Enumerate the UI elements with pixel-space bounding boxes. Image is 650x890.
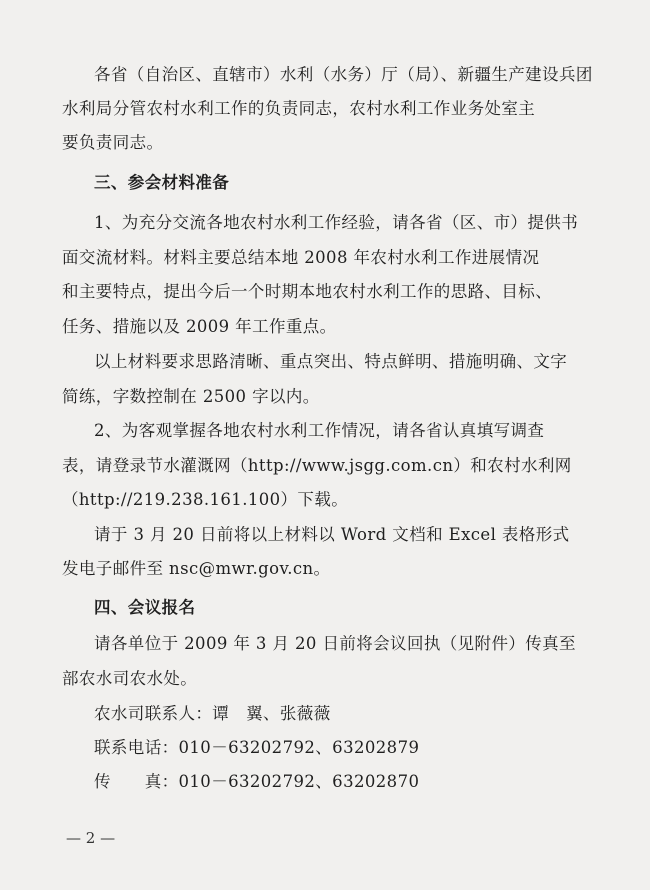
contact-fax-line: 传 真：010－63202792、63202870 (94, 772, 420, 791)
paragraph-line: 2、为客观掌握各地农村水利工作情况，请各省认真填写调查 (94, 421, 545, 440)
paragraph-line: 1、为充分交流各地农村水利工作经验，请各省（区、市）提供书 (94, 213, 579, 232)
section-heading: 三、参会材料准备 (94, 173, 230, 192)
paragraph-line: 以上材料要求思路清晰、重点突出、特点鲜明、措施明确、文字 (94, 352, 568, 371)
paragraph-line: 请于 3 月 20 日前将以上材料以 Word 文档和 Excel 表格形式 (94, 525, 570, 544)
paragraph-line: 部农水司农水处。 (62, 669, 198, 688)
paragraph-line: 表，请登录节水灌溉网（http://www.jsgg.com.cn）和农村水利网 (62, 456, 572, 475)
paragraph-line: 水利局分管农村水利工作的负责同志，农村水利工作业务处室主 (62, 99, 536, 118)
paragraph-line: 要负责同志。 (62, 133, 164, 152)
paragraph-line: 发电子邮件至 nsc@mwr.gov.cn。 (62, 559, 331, 578)
paragraph-line: 简练，字数控制在 2500 字以内。 (62, 387, 320, 406)
paragraph-line: 任务、措施以及 2009 年工作重点。 (62, 317, 337, 336)
paragraph-line: （http://219.238.161.100）下载。 (62, 490, 349, 509)
paragraph-line: 面交流材料。材料主要总结本地 2008 年农村水利工作进展情况 (62, 248, 540, 267)
contact-person-line: 农水司联系人：谭 翼、张薇薇 (94, 704, 331, 723)
paragraph-line: 请各单位于 2009 年 3 月 20 日前将会议回执（见附件）传真至 (94, 634, 576, 653)
contact-phone-line: 联系电话：010－63202792、63202879 (94, 738, 420, 757)
paragraph-line: 各省（自治区、直辖市）水利（水务）厅（局）、新疆生产建设兵团 (94, 65, 593, 84)
section-heading: 四、会议报名 (94, 598, 196, 617)
paragraph-line: 和主要特点，提出今后一个时期本地农村水利工作的思路、目标、 (62, 282, 553, 301)
page-number: — 2 — (66, 829, 116, 847)
